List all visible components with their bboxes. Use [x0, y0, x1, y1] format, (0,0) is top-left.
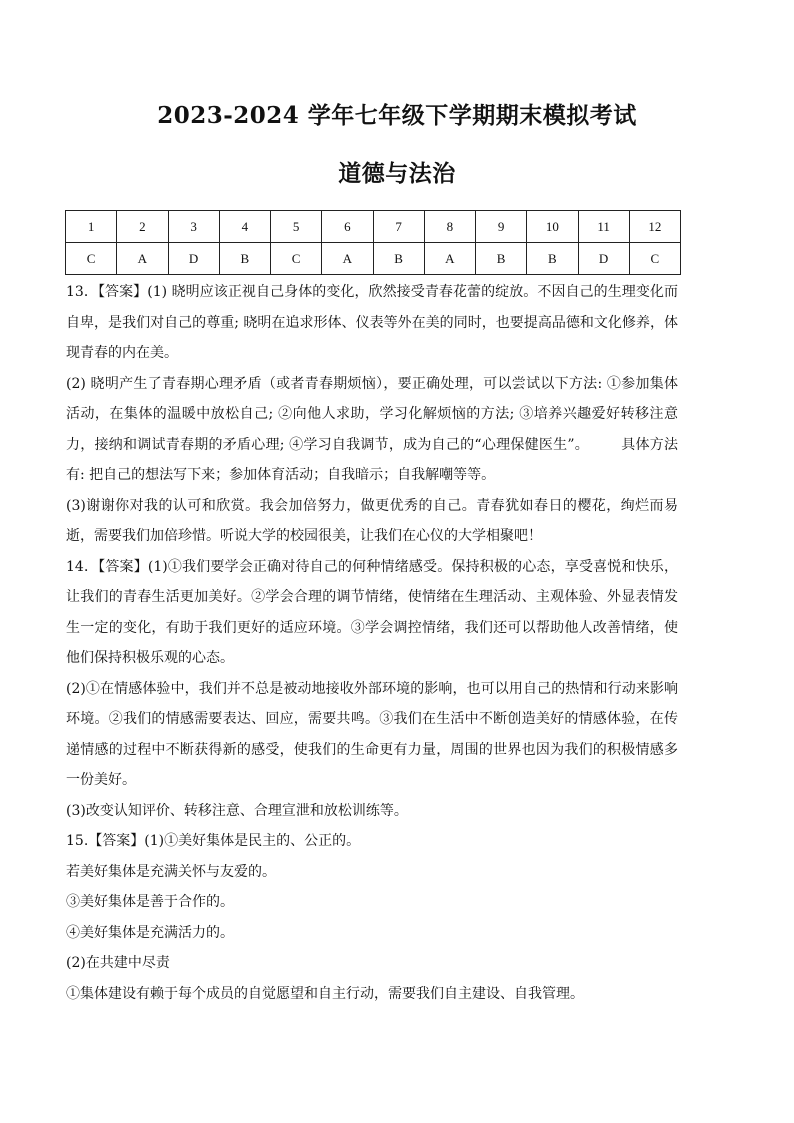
answer-content [66, 277, 678, 1009]
question-number-row [66, 211, 681, 243]
exam-title: 2023-2024 学年七年级下学期期末模拟考试 [157, 102, 637, 129]
q13-part2-specific: 具体方法有: 把自己的想法写下来；参加体育活动；自我暗示；自我解嘲等等。 [66, 436, 679, 483]
question-number-cell: 12 [629, 211, 680, 243]
q14-part3: (3)改变认知评价、转移注意、合理宣泄和放松训练等。 [66, 802, 408, 819]
answer-cell: B [527, 243, 578, 275]
answer-table [65, 210, 681, 275]
question-number-cell: 9 [476, 211, 527, 243]
answer-cell: A [322, 243, 373, 275]
question-number-cell: 7 [373, 211, 424, 243]
question-number-cell: 11 [578, 211, 629, 243]
answer-cell: B [219, 243, 270, 275]
answer-cell: B [373, 243, 424, 275]
answer-row [66, 243, 681, 275]
q13-part1: 13．【答案】(1) 晓明应该正视自己身体的变化，欣然接受青春花蕾的绽放。不因自己的生理变化而自卑，是我们对自己的尊重; 晓明在追求形体、仪表等外在美的同时，也要提高品德和文化修养，体现青春的内在美。 [66, 284, 678, 361]
answer-cell: A [117, 243, 168, 275]
question-number-cell: 6 [322, 211, 373, 243]
answer-cell: D [578, 243, 629, 275]
q13-part2-methods: (2) 晓明产生了青春期心理矛盾（或者青春期烦恼），要正确处理，可以尝试以下方法: ①参加集体活动，在集体的温暖中放松自己; ②向他人求助，学习化解烦恼的方法; ③培养兴趣爱好转移注意力，接纳和调试青春期的矛盾心理; ④学习自我调节，成为自己的“心理保健医生”。 [66, 375, 678, 453]
q13-part2 [66, 369, 678, 491]
q15-line2: 若美好集体是充满关怀与友爱的。 [66, 863, 276, 880]
q15-line3: ③美好集体是善于合作的。 [66, 894, 234, 910]
question-number-cell: 1 [66, 211, 117, 243]
question-number-cell: 4 [219, 211, 270, 243]
question-number-cell: 3 [168, 211, 219, 243]
q14-part2: (2)①在情感体验中，我们并不总是被动地接收外部环境的影响，也可以用自己的热情和行动来影响环境。②我们的情感需要表达、回应，需要共鸣。③我们在生活中不断创造美好的情感体验，在传递情感的过程中不断获得新的感受，使我们的生命更有力量，周围的世界也因为我们的积极情感多一份美好。 [66, 680, 678, 788]
q13-part3: (3)谢谢你对我的认可和欣赏。我会加倍努力，做更优秀的自己。青春犹如春日的樱花，绚烂而易逝，需要我们加倍珍惜。听说大学的校园很美，让我们在心仪的大学相聚吧！ [66, 497, 678, 544]
q14-part1: 14．【答案】(1)①我们要学会正确对待自己的何种情绪感受。保持积极的心态，享受喜悦和快乐，让我们的青春生活更加美好。②学会合理的调节情绪，使情绪在生理活动、主观体验、外显表情发生一定的变化，有助于我们更好的适应环境。③学会调控情绪，我们还可以帮助他人改善情绪，使他们保持积极乐观的心态。 [66, 558, 678, 666]
q15-line1: 15.【答案】(1)①美好集体是民主的、公正的。 [66, 833, 361, 849]
question-number-cell: 8 [424, 211, 475, 243]
q15-line6: ①集体建设有赖于每个成员的自觉愿望和自主行动，需要我们自主建设、自我管理。 [66, 985, 584, 1002]
question-number-cell: 2 [117, 211, 168, 243]
answer-cell: D [168, 243, 219, 275]
answer-cell: C [271, 243, 322, 275]
subject-title: 道德与法治 [338, 160, 456, 187]
answer-cell: C [66, 243, 117, 275]
question-number-cell: 5 [271, 211, 322, 243]
answer-cell: A [424, 243, 475, 275]
question-number-cell: 10 [527, 211, 578, 243]
answer-cell: B [476, 243, 527, 275]
answer-cell: C [629, 243, 680, 275]
q15-line4: ④美好集体是充满活力的。 [66, 924, 234, 941]
q15-line5: (2)在共建中尽责 [66, 955, 170, 971]
